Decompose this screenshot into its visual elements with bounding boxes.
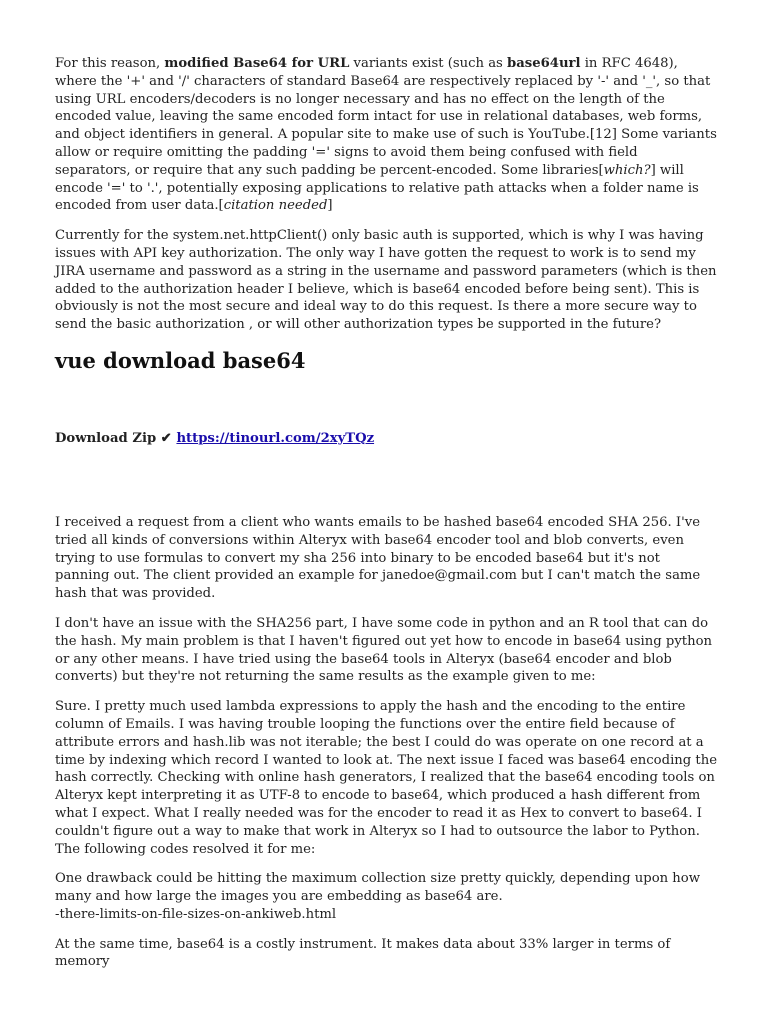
- paragraph-client-request: I received a request from a client who wants emails to be hashed base64 encoded SHA 256. I've tried all kinds of conversions within Alteryx with base64 encoder tool and blob converts, even trying to use formulas to convert my sha 256 into binary to be encoded base64 but it's not panning out. The client provided an example for janedoe@gmail.com but I can't match the same hash that was provided.: [55, 514, 701, 602]
- download-link[interactable]: https://tinourl.com/2xyTQz: [176, 430, 375, 446]
- paragraph-sha256-issue: I don't have an issue with the SHA256 part, I have some code in python and an R tool that can do the hash. My main problem is that I haven't figured out yet how to encode in base64 using python or any other means. I have tried using the base64 tools in Alteryx (base64 encoder and blob converts) but they're not returning the same results as the example given to me:: [55, 615, 713, 685]
- document-page: [55, 55, 717, 983]
- text-run: ] will encode '=' to '.', potentially exposing applications to relative path attacks when a folder name is encoded from user data.[: [55, 162, 699, 214]
- text-run: in RFC 4648), where the '+' and '/' characters of standard Base64 are respectively replaced by '-' and '_', so that using URL encoders/decoders is no longer necessary and has no effect on the length of the encoded value, leaving the same encoded form intact for use in relational databases, web forms, and object identifiers in general. A popular site to make use of such is YouTube.[12] Some variants allow or require omitting the padding '=' signs to avoid them being confused with field separators, or require that any such padding be percent-encoded. Some libraries[: [55, 56, 717, 178]
- download-label: Download Zip ✔: [55, 430, 177, 446]
- italic-which: which?: [603, 162, 651, 178]
- paragraph-costly-instrument: At the same time, base64 is a costly instrument. It makes data about 33% larger in terms of memory: [55, 936, 671, 970]
- text-run: -there-limits-on-file-sizes-on-ankiweb.html: [55, 906, 337, 922]
- spacer: [55, 448, 717, 514]
- bold-term-modified-base64: modified Base64 for URL: [164, 56, 350, 71]
- page-heading: vue download base64: [55, 347, 306, 373]
- text-run: For this reason,: [55, 56, 165, 71]
- italic-citation-needed: citation needed: [223, 198, 328, 214]
- paragraph-collection-size: [55, 870, 717, 923]
- bold-term-base64url: base64url: [507, 56, 581, 71]
- text-run: variants exist (such as: [349, 56, 508, 71]
- paragraph-base64-url: [55, 55, 717, 215]
- text-run: One drawback could be hitting the maximum collection size pretty quickly, depending upon how many and how large the images you are embedding as base64 are.: [55, 871, 701, 905]
- paragraph-lambda-solution: Sure. I pretty much used lambda expressions to apply the hash and the encoding to the entire column of Emails. I was having trouble looping the functions over the entire field because of attribute errors and hash.lib was not iterable; the best I could do was operate on one record at a time by indexing which record I wanted to look at. The next issue I faced was base64 encoding the hash correctly. Checking with online hash generators, I realized that the base64 encoding tools on Alteryx kept interpreting it as UTF-8 to encode to base64, which produced a hash different from what I expect. What I really needed was for the encoder to read it as Hex to convert to base64. I couldn't figure out a way to make that work in Alteryx so I had to outsource the labor to Python. The following codes resolved it for me:: [55, 699, 718, 857]
- download-line: [55, 430, 717, 448]
- paragraph-httpclient: Currently for the system.net.httpClient() only basic auth is supported, which is why I was having issues with API key authorization. The only way I have gotten the request to work is to send my JIRA username and password as a string in the username and password parameters (which is then added to the authorization header I believe, which is base64 encoded before being sent). This is obviously is not the most secure and ideal way to do this request. Is there a more secure way to send the basic authorization , or will other authorization types be supported in the future?: [55, 228, 717, 333]
- text-run: ]: [327, 198, 333, 214]
